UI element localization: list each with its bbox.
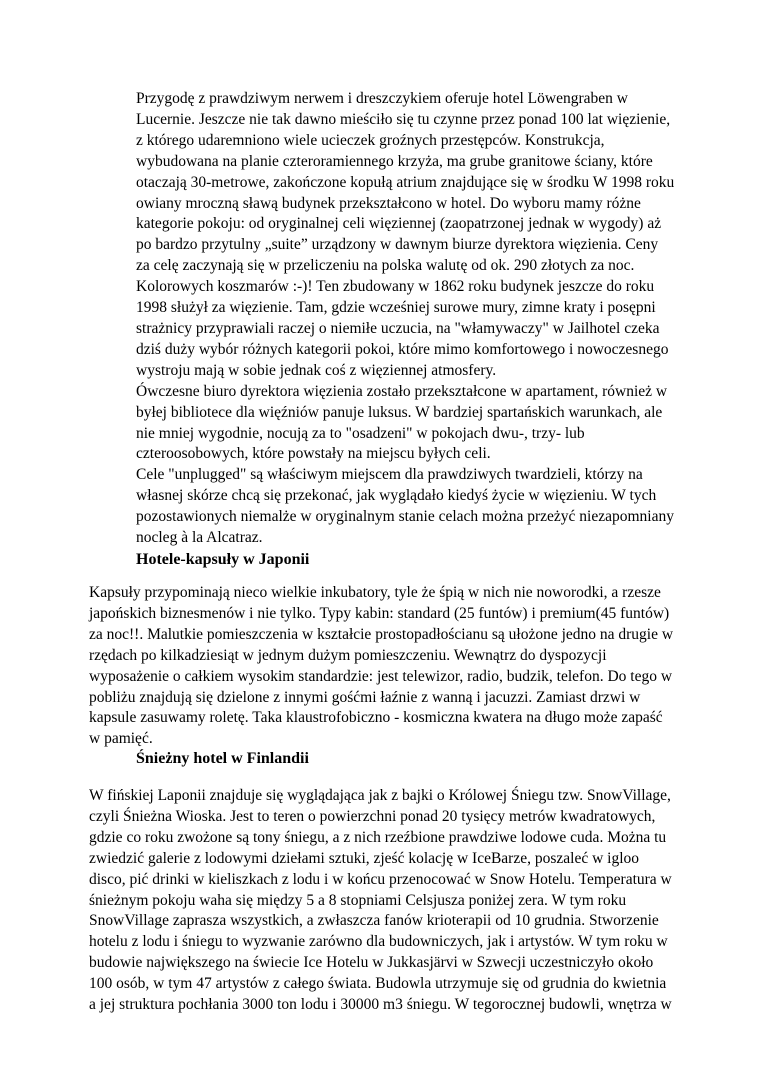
text-line: owiany mroczną sławą budynek przekształcono w hotel. Do wyboru mamy różne bbox=[136, 194, 641, 212]
text-line: disco, pić drinki w kieliszkach z lodu i w końcu przenocować w Snow Hotelu. Temperatura w bbox=[89, 870, 672, 888]
text-line: strażnicy przyprawiali raczej o niemiłe uczucia, na "włamywaczy" w Jailhotel czeka bbox=[136, 319, 660, 337]
text-line: Kapsuły przypominają nieco wielkie inkubatory, tyle że śpią w nich nie noworodki, a rzesze bbox=[89, 584, 661, 601]
text-line: w pamięć. bbox=[89, 730, 153, 748]
text-line: Cele "unplugged" są właściwym miejscem dla prawdziwych twardzieli, którzy na bbox=[136, 466, 643, 484]
text-line: za celę zaczynają się w przeliczeniu na polska walutę od ok. 290 złotych za noc. bbox=[136, 257, 635, 275]
japan-section bbox=[89, 583, 679, 750]
text-line: po bardzo przytulny „suite” urządzony w dawnym biurze dyrektora więzienia. Ceny bbox=[136, 236, 659, 254]
finland-section bbox=[89, 786, 679, 1016]
text-line: czteroosobowych, które powstały na miejscu byłych celi. bbox=[136, 445, 491, 463]
text-line: hotelu z lodu i śniegu to wyzwanie zarówno dla budowniczych, jak i artystów. W tym roku w bbox=[89, 933, 668, 951]
intro-paragraph-1 bbox=[136, 89, 676, 382]
text-line: 1998 służył za więzienie. Tam, gdzie wcześniej surowe mury, zimne kraty i posępni bbox=[136, 299, 656, 317]
text-line: zwiedzić galerie z lodowymi dziełami sztuki, zjeść kolację w IceBarze, poszaleć w igloo bbox=[89, 849, 640, 867]
text-line: kategorie pokoju: od oryginalnej celi więziennej (zaopatrzonej jednak w wygody) aż bbox=[136, 215, 662, 233]
text-line: japońskich biznesmenów i nie tylko. Typy kabin: standard (25 funtów) i premium(45 funtów) bbox=[89, 604, 670, 622]
text-line: za noc!!. Malutkie pomieszczenia w kształcie prostopadłościanu są ułożone jedno na drugie w bbox=[89, 625, 674, 643]
text-line: 100 osób, w tym 47 artystów z całego świata. Budowla utrzymuje się od grudnia do kwietnia bbox=[89, 975, 667, 993]
japan-paragraph bbox=[89, 583, 679, 750]
text-line: własnej skórze chcą się przekonać, jak wyglądało kiedyś życie w więzieniu. W tych bbox=[136, 487, 657, 505]
text-line: wybudowana na planie czteroramiennego krzyża, ma grube granitowe ściany, które bbox=[136, 152, 653, 170]
section-heading-finland: Śnieżny hotel w Finlandii bbox=[136, 750, 309, 767]
text-line: kapsule zasuwamy roletę. Taka klaustrofobiczno - kosmiczna kwatera na długo może zapaść bbox=[89, 709, 663, 727]
text-line: byłej bibliotece dla więźniów panuje luksus. W bardziej spartańskich warunkach, ale bbox=[136, 403, 663, 421]
text-line: nie mniej wygodnie, nocują za to "osadzeni" w pokojach dwu-, trzy- lub bbox=[136, 424, 585, 442]
text-line: rzędach po kilkadziesiąt w jednym dużym pomieszczeniu. Wewnątrz do dyspozycji bbox=[89, 646, 607, 664]
text-line: gdzie co roku zwożone są tony śniegu, a z nich rzeźbione prawdziwe lodowe cuda. Można tu bbox=[89, 828, 667, 846]
intro-paragraph-2 bbox=[136, 382, 676, 466]
text-line: Kolorowych koszmarów :-)! Ten zbudowany w 1862 roku budynek jeszcze do roku bbox=[136, 278, 655, 296]
text-line: dziś duży wybór różnych kategorii pokoi, które mimo komfortowego i nowoczesnego bbox=[136, 340, 669, 358]
text-line: W fińskiej Laponii znajduje się wyglądająca jak z bajki o Królowej Śniegu tzw. SnowVillage, bbox=[89, 787, 671, 804]
text-line: pozostawionych niemalże w oryginalnym stanie celach można przeżyć niezapomniany bbox=[136, 508, 674, 526]
text-line: śnieżnym pokoju waha się między 5 a 8 stopniami Celsjusza poniżej zera. W tym roku bbox=[89, 891, 627, 909]
text-line: wyposażenie o całkiem wysokim standardzie: jest telewizor, radio, budzik, telefon. Do tego w bbox=[89, 667, 673, 685]
text-line: otaczają 30-metrowe, zakończone kopułą atrium znajdujące się w środku W 1998 roku bbox=[136, 173, 675, 191]
text-line: wystroju mają w sobie jednak coś z więziennej atmosfery. bbox=[136, 361, 497, 379]
text-line: SnowVillage zaprasza wszystkich, a zwłaszcza fanów krioterapii od 10 grudnia. Stworzenie bbox=[89, 912, 659, 930]
text-line: Przygodę z prawdziwym nerwem i dreszczykiem oferuje hotel Löwengraben w bbox=[136, 90, 628, 107]
finland-paragraph bbox=[89, 786, 679, 1016]
text-line: z którego udaremniono wiele ucieczek groźnych przestępców. Konstrukcja, bbox=[136, 131, 605, 149]
section-heading-japan: Hotele-kapsuły w Japonii bbox=[136, 551, 310, 568]
text-line: Ówczesne biuro dyrektora więzienia zostało przekształcone w apartament, również w bbox=[136, 382, 668, 400]
intro-section bbox=[136, 89, 676, 549]
text-line: czyli Śnieżna Wioska. Jest to teren o powierzchni ponad 20 tysięcy metrów kwadratowych, bbox=[89, 807, 656, 825]
text-line: Lucernie. Jeszcze nie tak dawno mieściło się tu czynne przez ponad 100 lat więzienie, bbox=[136, 110, 671, 128]
text-line: nocleg à la Alcatraz. bbox=[136, 529, 263, 547]
text-line: pobliżu znajdują się dzielone z innymi gośćmi łaźnie z wanną i jacuzzi. Zamiast drzwi w bbox=[89, 688, 641, 706]
intro-paragraph-3 bbox=[136, 465, 676, 549]
text-line: a jej struktura pochłania 3000 ton lodu i 30000 m3 śniegu. W tegorocznej budowli, wnętrza w bbox=[89, 996, 672, 1014]
text-line: budowie największego na świecie Ice Hotelu w Jukkasjärvi w Szwecji uczestniczyło około bbox=[89, 954, 654, 972]
